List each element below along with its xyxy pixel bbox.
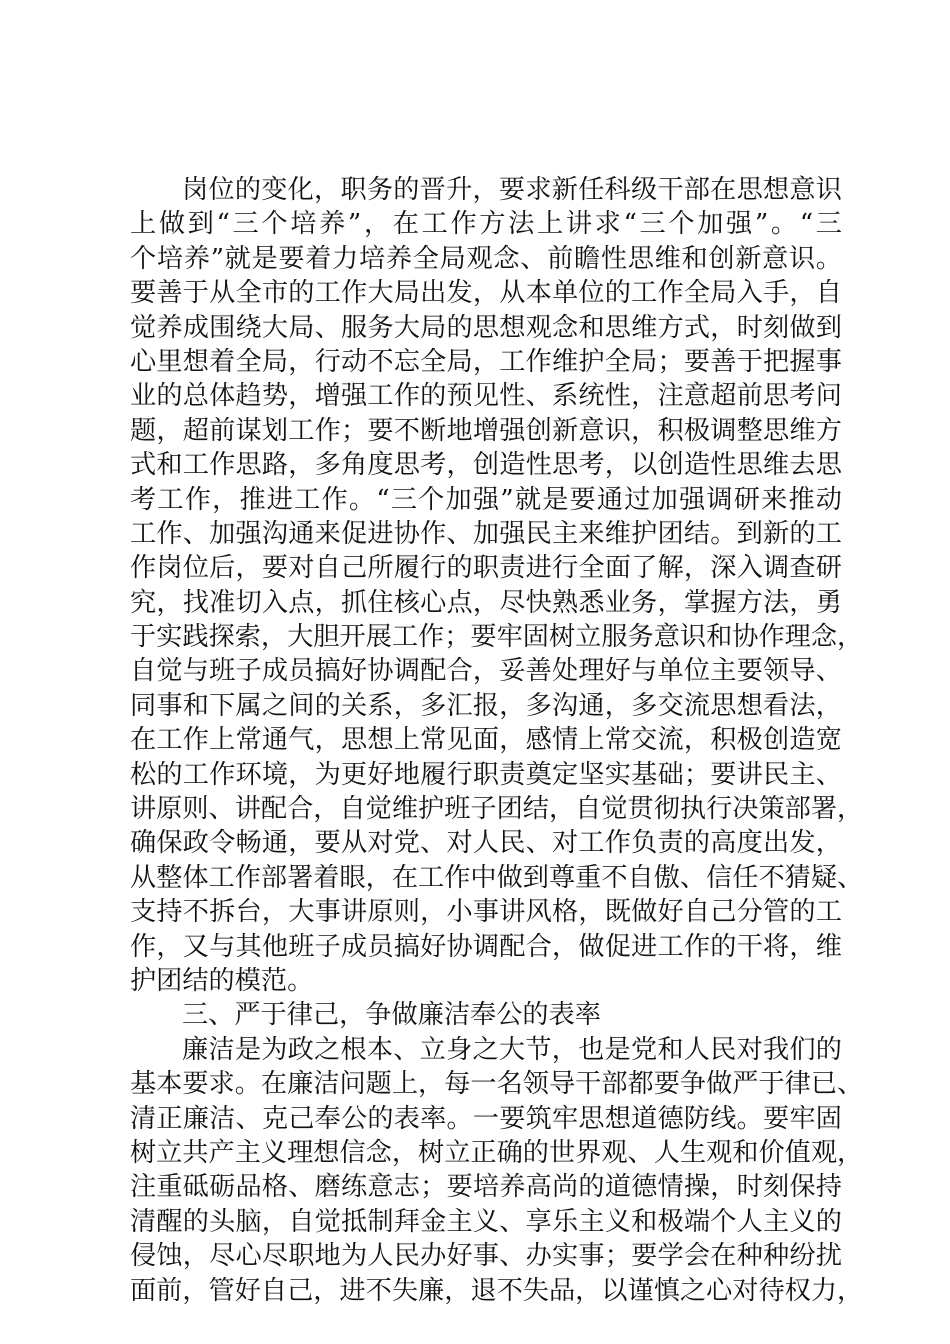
text-line: 考工作，推进工作。“三个加强”就是要通过加强调研来推动 — [130, 484, 842, 515]
text-line: 清正廉洁、克己奉公的表率。一要筑牢思想道德防线。要牢固 — [130, 1103, 842, 1134]
text-line: 基本要求。在廉洁问题上，每一名领导干部都要争做严于律已、 — [130, 1069, 864, 1100]
text-line: 在工作上常通气，思想上常见面，感情上常交流，积极创造宽 — [130, 725, 842, 756]
text-line: 上做到“三个培养”，在工作方法上讲求“三个加强”。“三 — [130, 209, 842, 240]
text-line: 确保政令畅通，要从对党、对人民、对工作负责的高度出发， — [130, 828, 842, 859]
text-line: 廉洁是为政之根本、立身之大节，也是党和人民对我们的 — [182, 1034, 842, 1065]
text-line: 业的总体趋势，增强工作的预见性、系统性，注意超前思考问 — [130, 381, 842, 412]
text-line: 心里想着全局，行动不忘全局，工作维护全局；要善于把握事 — [130, 346, 842, 377]
document-body — [130, 173, 864, 1308]
text-line: 要善于从全市的工作大局出发，从本单位的工作全局入手，自 — [130, 278, 842, 309]
section-heading — [130, 998, 842, 1032]
text-line: 岗位的变化，职务的晋升，要求新任科级干部在思想意识 — [182, 175, 842, 205]
text-line: 于实践探索，大胆开展工作；要牢固树立服务意识和协作理念， — [130, 622, 864, 653]
text-line: 注重砥砺品格、磨练意志；要培养高尚的道德情操，时刻保持 — [130, 1172, 842, 1203]
text-line: 究，找准切入点，抓住核心点，尽快熟悉业务，掌握方法，勇 — [130, 587, 842, 618]
text-line: 作岗位后，要对自己所履行的职责进行全面了解，深入调查研 — [130, 553, 842, 584]
text-line: 讲原则、讲配合，自觉维护班子团结，自觉贯彻执行决策部署， — [130, 794, 864, 825]
text-line: 树立共产主义理想信念，树立正确的世界观、人生观和价值观， — [130, 1137, 864, 1168]
text-line: 个培养”就是要着力培养全局观念、前瞻性思维和创新意识。 — [130, 243, 842, 274]
text-line: 从整体工作部署着眼，在工作中做到尊重不自傲、信任不猜疑、 — [130, 862, 864, 893]
text-line: 清醒的头脑，自觉抵制拜金主义、享乐主义和极端个人主义的 — [130, 1206, 842, 1237]
paragraph-2 — [130, 1033, 864, 1308]
paragraph-1 — [130, 173, 864, 998]
text-line: 同事和下属之间的关系，多汇报，多沟通，多交流思想看法， — [130, 690, 842, 721]
heading-text: 三、严于律己，争做廉洁奉公的表率 — [182, 1000, 601, 1031]
text-line: 作，又与其他班子成员搞好协调配合，做促进工作的干将，维 — [130, 931, 842, 962]
text-line: 护团结的模范。 — [130, 965, 314, 996]
text-line: 题，超前谋划工作；要不断地增强创新意识，积极调整思维方 — [130, 415, 842, 446]
text-line: 工作、加强沟通来促进协作、加强民主来维护团结。到新的工 — [130, 518, 842, 549]
text-line: 觉养成围绕大局、服务大局的思想观念和思维方式，时刻做到 — [130, 312, 842, 343]
text-line: 侵蚀，尽心尽职地为人民办好事、办实事；要学会在种种纷扰 — [130, 1241, 842, 1272]
text-line: 自觉与班子成员搞好协调配合，妥善处理好与单位主要领导、 — [130, 656, 842, 687]
text-line: 支持不拆台，大事讲原则，小事讲风格，既做好自己分管的工 — [130, 897, 842, 928]
text-line: 松的工作环境，为更好地履行职责奠定坚实基础；要讲民主、 — [130, 759, 842, 790]
text-line: 式和工作思路，多角度思考，创造性思考，以创造性思维去思 — [130, 450, 842, 481]
text-line: 面前，管好自己，进不失廉，退不失品，以谨慎之心对待权力， — [130, 1275, 864, 1306]
